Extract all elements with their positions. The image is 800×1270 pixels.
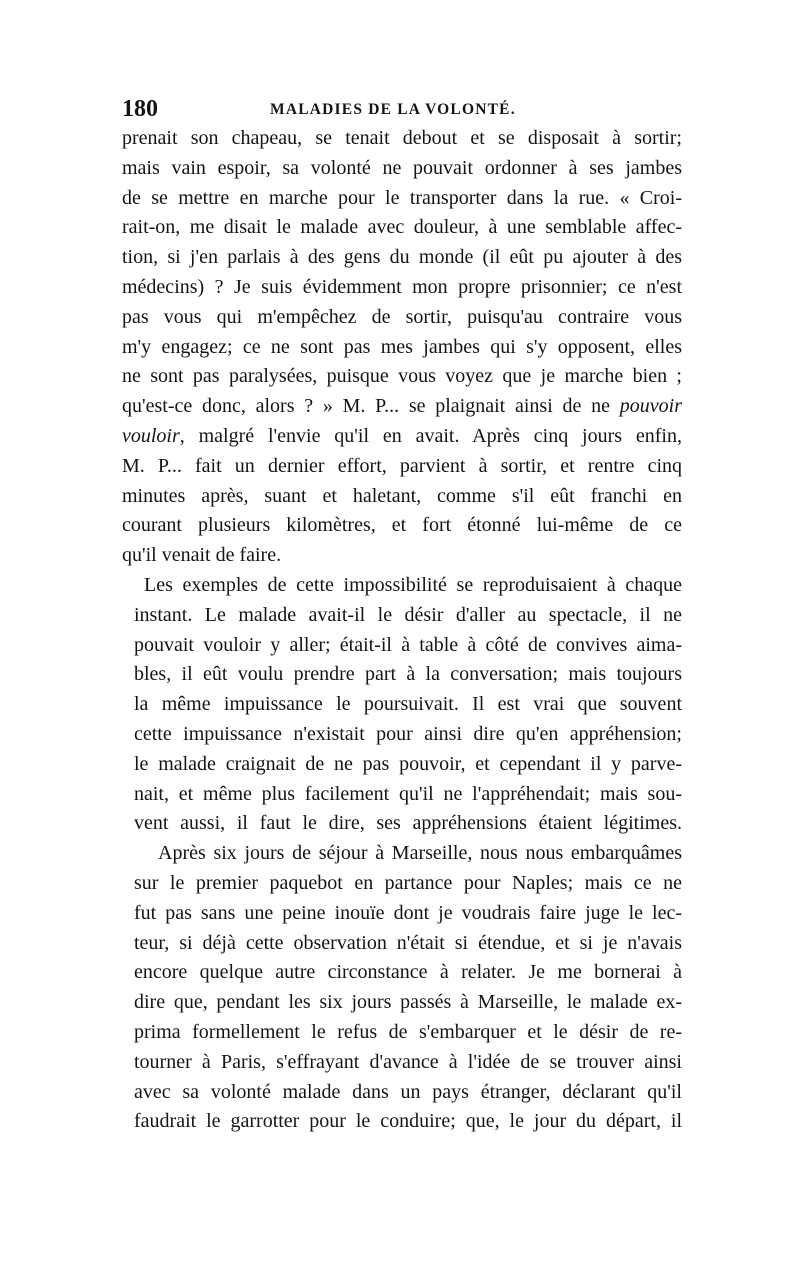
text-line: tion, si j'en parlais à des gens du monde (il eût pu ajouter à des bbox=[122, 246, 682, 269]
text-line: mais vain espoir, sa volonté ne pouvait ordonner à ses jambes bbox=[122, 156, 682, 179]
running-head bbox=[122, 94, 674, 124]
text-line: m'y engagez; ce ne sont pas mes jambes qui s'y opposent, elles bbox=[122, 335, 682, 358]
text-line: prenait son chapeau, se tenait debout et se disposait à sortir; bbox=[122, 127, 682, 149]
text-line: de se mettre en marche pour le transporter dans la rue. « Croi- bbox=[122, 186, 682, 209]
text-line: pas vous qui m'empêchez de sortir, puisqu'au contraire vous bbox=[122, 305, 682, 328]
text-line: rait-on, me disait le malade avec douleur, à une semblable affec- bbox=[122, 216, 682, 239]
text-line: vent aussi, il faut le dire, ses appréhensions étaient légitimes. bbox=[134, 812, 682, 835]
text-line: pouvait vouloir y aller; était-il à table à côté de convives aima- bbox=[134, 633, 682, 656]
text-line: la même impuissance le poursuivait. Il est vrai que souvent bbox=[134, 693, 682, 716]
text-line: sur le premier paquebot en partance pour Naples; mais ce ne bbox=[134, 871, 682, 894]
text-line: dire que, pendant les six jours passés à Marseille, le malade ex- bbox=[134, 991, 682, 1014]
text-line: faudrait le garrotter pour le conduire; que, le jour du départ, il bbox=[134, 1110, 682, 1133]
text-line: médecins) ? Je suis évidemment mon propre prisonnier; ce n'est bbox=[122, 275, 682, 298]
text-line: teur, si déjà cette observation n'était si étendue, et si je n'avais bbox=[134, 931, 682, 954]
running-title: MALADIES DE LA VOLONTÉ. bbox=[270, 101, 516, 118]
text-line: cette impuissance n'existait pour ainsi dire qu'en appréhension; bbox=[134, 722, 682, 745]
text-line: le malade craignait de ne pas pouvoir, et cependant il y parve- bbox=[134, 752, 682, 775]
text-line: fut pas sans une peine inouïe dont je voudrais faire juge le lec- bbox=[134, 901, 682, 924]
italic-text: pouvoir bbox=[619, 395, 682, 418]
text-line: prima formellement le refus de s'embarquer et le désir de re- bbox=[134, 1020, 682, 1043]
text-line bbox=[122, 392, 682, 422]
text-line: avec sa volonté malade dans un pays étranger, déclarant qu'il bbox=[134, 1080, 682, 1103]
text-line: courant plusieurs kilomètres, et fort étonné lui-même de ce bbox=[122, 514, 682, 537]
text-line: nait, et même plus facilement qu'il ne l'appréhendait; mais sou- bbox=[134, 782, 682, 805]
text-line bbox=[122, 422, 682, 452]
text-line: tourner à Paris, s'effrayant d'avance à l'idée de se trouver ainsi bbox=[134, 1050, 682, 1073]
text-line: M. P... fait un dernier effort, parvient à sortir, et rentre cinq bbox=[122, 454, 682, 477]
page-number: 180 bbox=[122, 96, 158, 122]
text-line: minutes après, suant et haletant, comme s'il eût franchi en bbox=[122, 484, 682, 507]
text-line: instant. Le malade avait-il le désir d'aller au spectacle, il ne bbox=[134, 603, 682, 626]
text-line: Après six jours de séjour à Marseille, nous nous embarquâmes bbox=[158, 842, 682, 865]
text-segment: qu'est-ce donc, alors ? » M. P... se plaignait ainsi de ne bbox=[122, 395, 620, 418]
body-text bbox=[122, 124, 682, 1137]
text-line: ne sont pas paralysées, puisque vous voyez que je marche bien ; bbox=[122, 365, 682, 388]
text-line: encore quelque autre circonstance à relater. Je me bornerai à bbox=[134, 961, 682, 984]
italic-text: vouloir bbox=[122, 424, 180, 447]
text-line: qu'il venait de faire. bbox=[122, 544, 282, 567]
text-line: bles, il eût voulu prendre part à la conversation; mais toujours bbox=[134, 663, 682, 686]
text-segment: , malgré l'envie qu'il en avait. Après cinq jours enfin, bbox=[179, 424, 682, 447]
text-line: Les exemples de cette impossibilité se reproduisaient à chaque bbox=[144, 573, 682, 596]
